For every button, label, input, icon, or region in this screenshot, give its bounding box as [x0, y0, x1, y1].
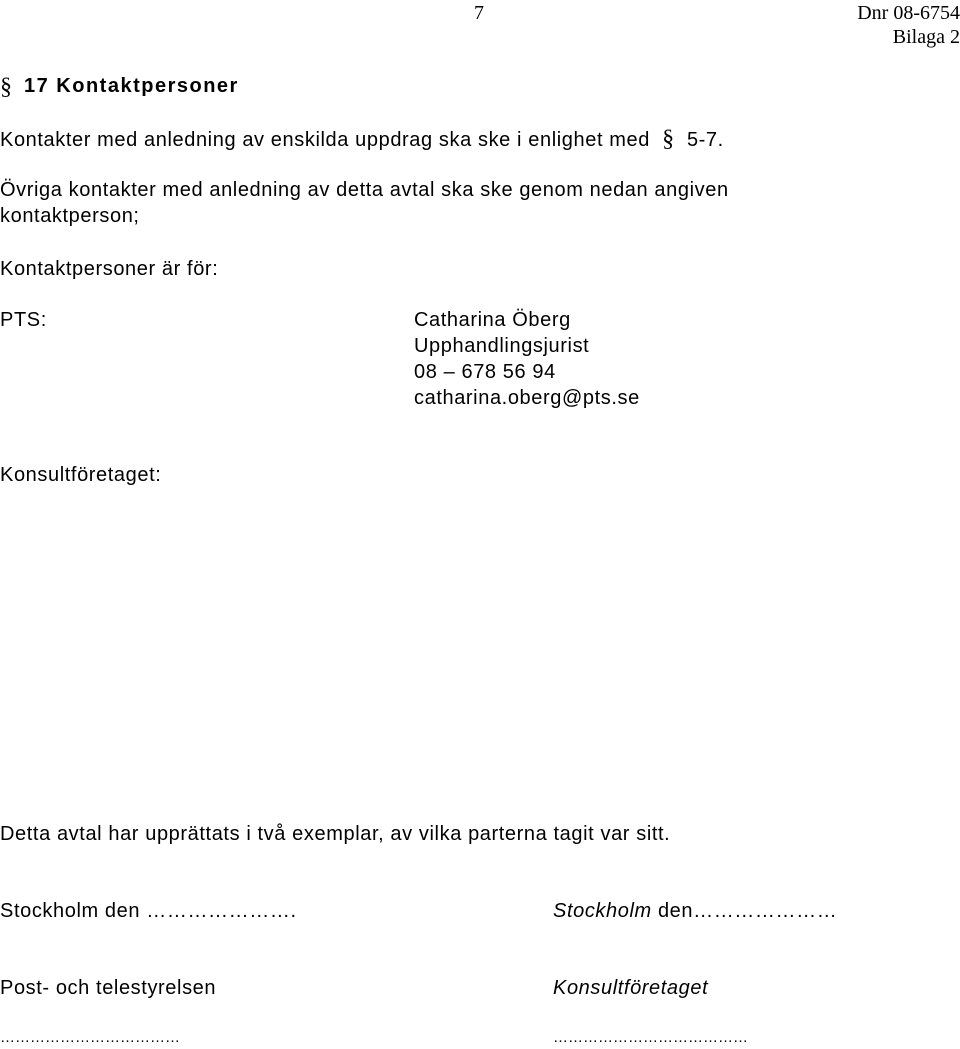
signature-line-right: …………………………………	[553, 1029, 748, 1046]
attachment-label: Bilaga 2	[892, 26, 960, 48]
page-number: 7	[474, 2, 484, 24]
signature-party-right: Konsultföretaget	[553, 977, 709, 999]
section-sign: §	[0, 74, 12, 100]
consultant-label: Konsultföretaget:	[0, 464, 162, 486]
paragraph-other-contacts-line2: kontaktperson;	[0, 205, 140, 227]
signature-party-left: Post- och telestyrelsen	[0, 977, 217, 999]
paragraph-section-sign: §	[662, 126, 675, 152]
contact-persons-heading: Kontaktpersoner är för:	[0, 258, 219, 280]
signature-line-left: ………………………………	[0, 1029, 180, 1046]
closing-statement: Detta avtal har upprättats i två exemplar, av vilka parterna tagit var sitt.	[0, 823, 671, 845]
contact-name: Catharina Öberg	[414, 309, 571, 331]
contact-phone: 08 – 678 56 94	[414, 361, 556, 383]
contact-email[interactable]: catharina.oberg@pts.se	[414, 387, 640, 409]
section-title: 17 Kontaktpersoner	[24, 75, 239, 97]
document-number: Dnr 08-6754	[857, 2, 960, 24]
paragraph-section-ref: 5-7.	[686, 129, 724, 151]
signature-city-left: Stockholm den ………………….	[0, 900, 297, 922]
paragraph-assignment-text: Kontakter med anledning av enskilda uppdrag ska ske i enlighet med	[0, 129, 650, 151]
paragraph-other-contacts-line1: Övriga kontakter med anledning av detta avtal ska ske genom nedan angiven	[0, 179, 729, 201]
signature-city-right-italic: Stockholm	[553, 900, 652, 922]
contact-role: Upphandlingsjurist	[414, 335, 590, 357]
signature-city-right-rest: den…………………	[651, 900, 838, 922]
signature-city-right	[553, 898, 837, 924]
paragraph-assignment-contacts	[0, 126, 724, 153]
pts-label: PTS:	[0, 309, 47, 331]
